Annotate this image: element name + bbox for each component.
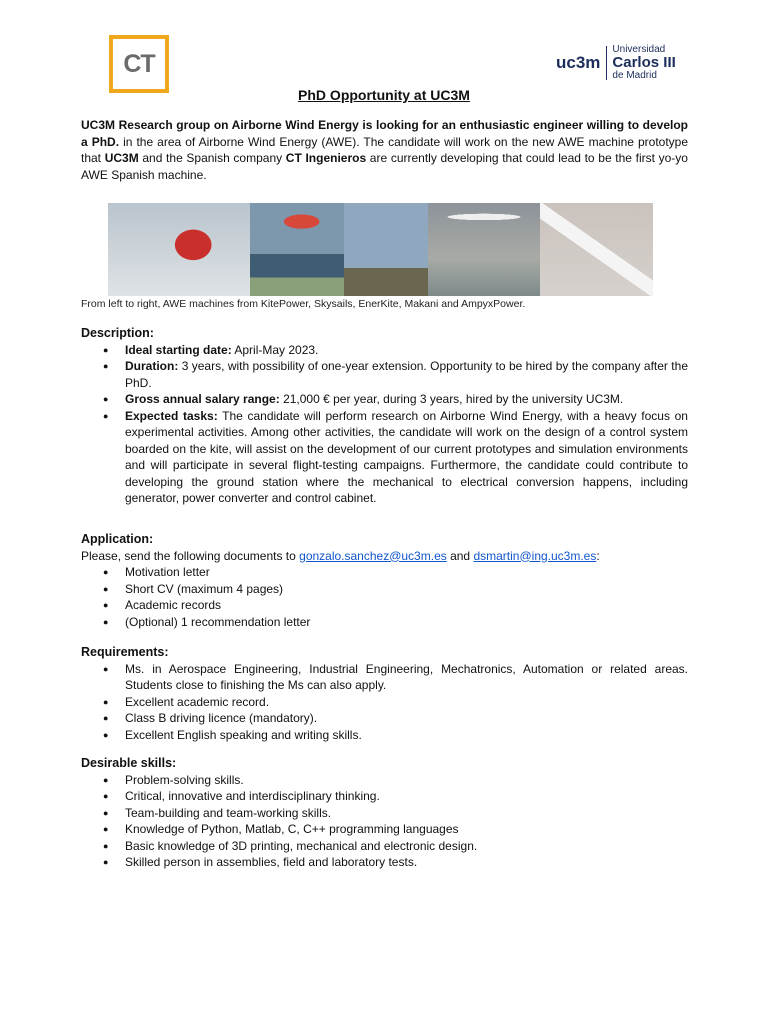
requirements-section bbox=[81, 644, 688, 743]
list-item: ● Academic records bbox=[81, 597, 688, 614]
list-item: ● Excellent academic record. bbox=[81, 694, 688, 711]
instruction-text: : bbox=[596, 548, 600, 563]
application-section bbox=[81, 531, 688, 630]
application-heading: Application: bbox=[81, 532, 154, 546]
page-title: PhD Opportunity at UC3M bbox=[298, 87, 470, 103]
awe-machines-photo-strip bbox=[108, 203, 653, 296]
item-text: 21,000 € per year, during 3 years, hired by the university UC3M. bbox=[279, 392, 624, 406]
list-item: ● Basic knowledge of 3D printing, mechanical and electronic design. bbox=[81, 838, 688, 855]
intro-bold: UC3M Research group on Airborne Wind Energy is looking for an enthusiastic engineer willing to develop a PhD. bbox=[81, 118, 688, 149]
list-item: ● Problem-solving skills. bbox=[81, 772, 688, 789]
list-item bbox=[81, 342, 688, 359]
list-item: ● Knowledge of Python, Matlab, C, C++ programming languages bbox=[81, 821, 688, 838]
photo-caption: From left to right, AWE machines from KitePower, Skysails, EnerKite, Makani and AmpyxPower. bbox=[81, 298, 526, 310]
list-item: ● Critical, innovative and interdisciplinary thinking. bbox=[81, 788, 688, 805]
list-item: ● Short CV (maximum 4 pages) bbox=[81, 581, 688, 598]
list-item bbox=[81, 408, 688, 507]
intro-text: and the Spanish company bbox=[138, 151, 286, 165]
item-text: 3 years, with possibility of one-year extension. Opportunity to be hired by the company after the PhD. bbox=[125, 359, 688, 390]
list-item: ● (Optional) 1 recommendation letter bbox=[81, 614, 688, 631]
instruction-text: and bbox=[446, 548, 474, 563]
item-label: Ideal starting date: bbox=[125, 342, 232, 357]
description-section bbox=[81, 325, 688, 507]
uc3m-logo bbox=[556, 44, 676, 81]
intro-bold: UC3M bbox=[104, 151, 139, 165]
ct-logo-text: CT bbox=[123, 49, 155, 78]
uc3m-logo-full bbox=[612, 44, 675, 81]
skysails-photo bbox=[250, 203, 344, 296]
logo-line2: Carlos III bbox=[612, 54, 676, 71]
logo-line1: Universidad bbox=[612, 44, 666, 55]
item-text: The candidate will perform research on Airborne Wind Energy, with a heavy focus on experimental activities. Among other activities, the candidate will work on the design of a control system boarded on the kite, will assist on the development of our current prototypes and simulation environments and will participate in several flight-testing campaigns. Furthermore, the candidate could contribute to developing the ground station where the mechanical to electrical conversion happens, including generator, power converter and control cabinet. bbox=[125, 408, 688, 505]
intro-text: in the area of Airborne Wind Energy (AWE). The candidate will work on the new AWE machine prototype that bbox=[81, 134, 689, 165]
item-label: Expected tasks: bbox=[125, 408, 218, 423]
makani-photo bbox=[428, 203, 540, 296]
item-label: Gross annual salary range: bbox=[125, 392, 280, 406]
skills-heading: Desirable skills: bbox=[81, 756, 177, 770]
instruction-text: Please, send the following documents to bbox=[81, 548, 300, 563]
enerkite-photo bbox=[344, 203, 428, 296]
list-item bbox=[81, 358, 688, 391]
list-item: ● Class B driving licence (mandatory). bbox=[81, 710, 688, 727]
list-item: ● Excellent English speaking and writing skills. bbox=[81, 727, 688, 744]
list-item: ● Motivation letter bbox=[81, 564, 688, 581]
list-item bbox=[81, 391, 688, 408]
ampyxpower-photo bbox=[540, 203, 653, 296]
kitepower-photo bbox=[108, 203, 250, 296]
item-text: April-May 2023. bbox=[231, 342, 319, 357]
list-item: ● Team-building and team-working skills. bbox=[81, 805, 688, 822]
email-link-dsmartin[interactable]: dsmartin@ing.uc3m.es bbox=[473, 548, 597, 563]
list-item: ● Ms. in Aerospace Engineering, Industrial Engineering, Mechatronics, Automation or related areas. Students close to finishing the Ms can also apply. bbox=[81, 661, 688, 694]
uc3m-logo-short: uc3m bbox=[556, 52, 601, 72]
item-label: Duration: bbox=[125, 359, 179, 373]
intro-paragraph bbox=[81, 117, 688, 183]
requirements-heading: Requirements: bbox=[81, 645, 169, 659]
skills-section bbox=[81, 755, 688, 871]
logo-divider bbox=[606, 46, 607, 80]
ct-ingenieros-logo bbox=[109, 35, 169, 93]
intro-text: are currently developing that could lead to be the first yo-yo AWE Spanish machine. bbox=[81, 151, 688, 182]
description-heading: Description: bbox=[81, 326, 154, 340]
intro-bold: CT Ingenieros bbox=[285, 151, 367, 165]
application-instructions bbox=[81, 548, 688, 565]
list-item: ● Skilled person in assemblies, field and laboratory tests. bbox=[81, 854, 688, 871]
logo-line3: de Madrid bbox=[612, 70, 657, 81]
email-link-gonzalo[interactable]: gonzalo.sanchez@uc3m.es bbox=[299, 548, 447, 563]
